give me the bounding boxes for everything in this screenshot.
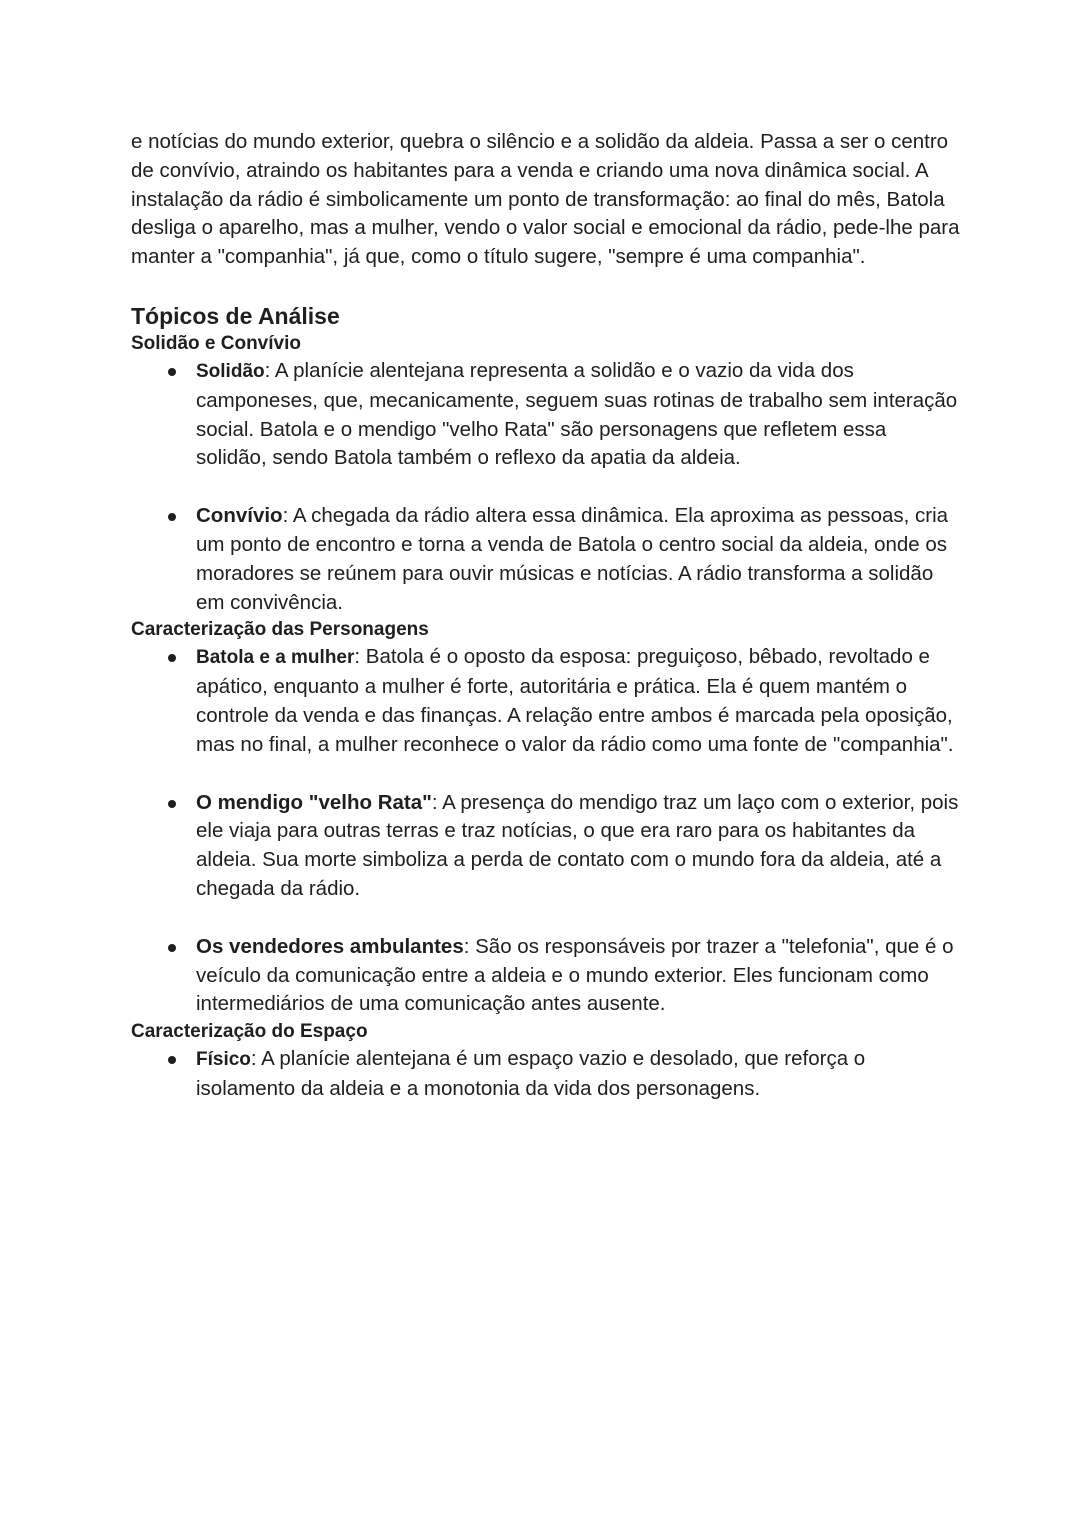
list-item <box>131 1045 961 1104</box>
subsection-title-espaco: Caracterização do Espaço <box>131 1021 368 1043</box>
list-item-term: O mendigo "velho Rata" <box>196 790 432 814</box>
list-item-text: : A presença do mendigo traz um laço com o exterior, pois ele viaja para outras terras e traz notícias, o que era raro para os habitantes da aldeia. Sua morte simboliza a perda de contato com o mundo fora da aldeia, até a chegada da rádio. <box>196 790 959 900</box>
list-item-term: Os vendedores ambulantes <box>196 934 464 958</box>
list-item-text: : São os responsáveis por trazer a "telefonia", que é o veículo da comunicação entre a aldeia e o mundo exterior. Eles funcionam como intermediários de uma comunicação antes ausente. <box>196 934 954 1016</box>
intro-paragraph: e notícias do mundo exterior, quebra o silêncio e a solidão da aldeia. Passa a ser o centro de convívio, atraindo os habitantes para a venda e criando uma nova dinâmica social. A instalação da rádio é simbolicamente um ponto de transformação: ao final do mês, Batola desliga o aparelho, mas a mulher, vendo o valor social e emocional da rádio, pede-lhe para manter a "companhia", já que, como o título sugere, "sempre é uma companhia". <box>131 130 960 269</box>
subsection-title-personagens: Caracterização das Personagens <box>131 619 429 641</box>
list-item-text: : A planície alentejana é um espaço vazio e desolado, que reforça o isolamento da aldeia e a monotonia da vida dos personagens. <box>196 1047 866 1100</box>
bullet-icon <box>168 1056 176 1064</box>
list-item-text: : A chegada da rádio altera essa dinâmica. Ela aproxima as pessoas, cria um ponto de encontro e torna a venda de Batola o centro social da aldeia, onde os moradores se reúnem para ouvir músicas e notícias. A rádio transforma a solidão em convivência. <box>196 504 949 614</box>
list-item <box>131 789 961 904</box>
section-heading: Tópicos de Análise <box>131 302 340 329</box>
document-page <box>131 128 961 1104</box>
list-item <box>131 643 961 759</box>
subsection-title-solidao-convivio: Solidão e Convívio <box>131 332 301 354</box>
bullet-list-solidao-convivio <box>131 357 961 617</box>
list-item-term: Batola e a mulher <box>196 647 355 669</box>
list-item-term: Físico <box>196 1049 251 1071</box>
bullet-list-espaco <box>131 1045 961 1104</box>
list-item <box>131 933 961 1019</box>
bullet-icon <box>168 368 176 376</box>
bullet-icon <box>168 944 176 952</box>
bullet-icon <box>168 654 176 662</box>
list-item <box>131 357 961 473</box>
list-item-term: Solidão <box>196 360 265 382</box>
bullet-icon <box>168 513 176 521</box>
bullet-list-personagens <box>131 643 961 1019</box>
list-item-text: : A planície alentejana representa a solidão e o vazio da vida dos camponeses, que, mecanicamente, seguem suas rotinas de trabalho sem interação social. Batola e o mendigo "velho Rata" são personagens que refletem essa solidão, sendo Batola também o reflexo da apatia da aldeia. <box>196 358 958 470</box>
list-item <box>131 502 961 617</box>
list-item-term: Convívio <box>196 504 283 528</box>
bullet-icon <box>168 800 176 808</box>
list-item-text: : Batola é o oposto da esposa: preguiçoso, bêbado, revoltado e apático, enquanto a mulher é forte, autoritária e prática. Ela é quem mantém o controle da venda e das finanças. A relação entre ambos é marcada pela oposição, mas no final, a mulher reconhece o valor da rádio como uma fonte de "companhia". <box>196 645 954 756</box>
